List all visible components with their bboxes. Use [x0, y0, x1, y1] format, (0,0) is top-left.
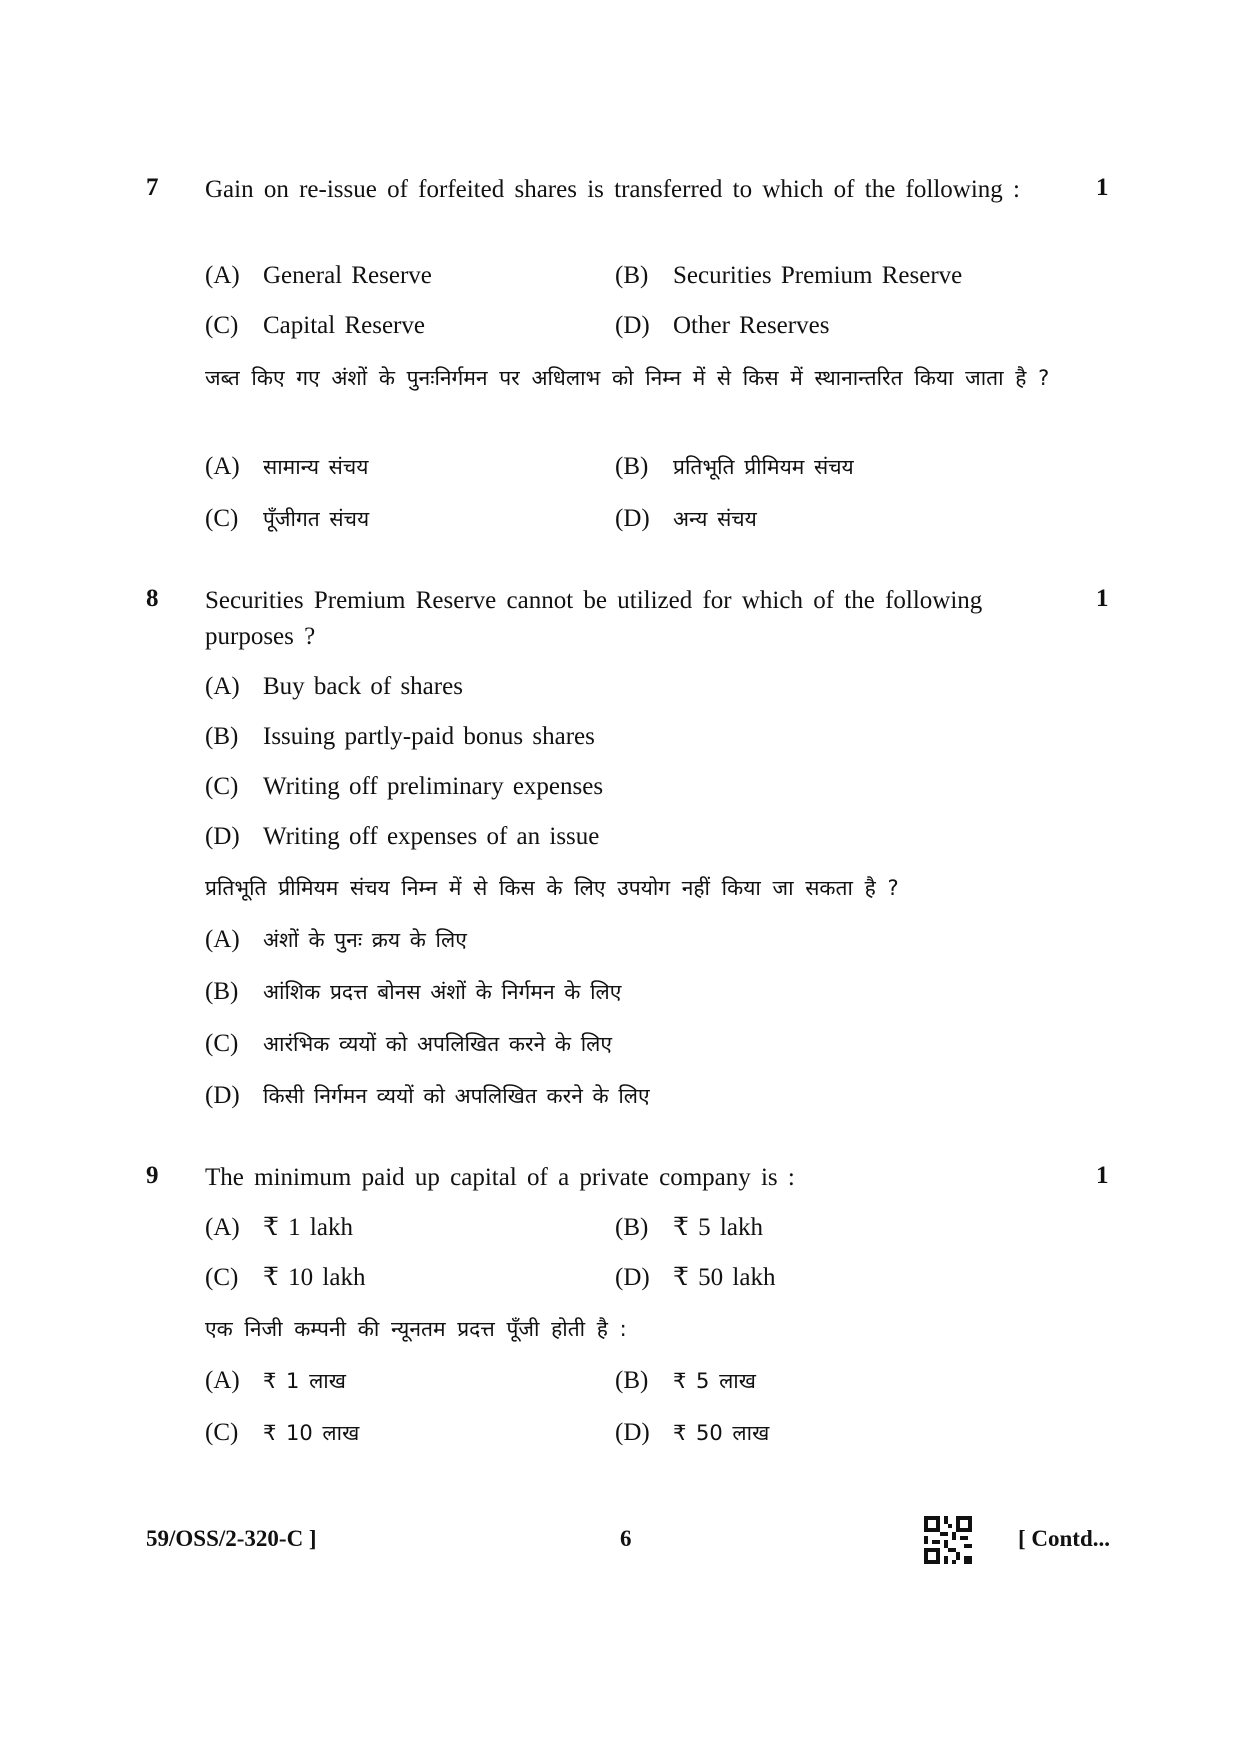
- option-label: (B): [205, 978, 239, 1005]
- option-b-hindi: [205, 974, 621, 1010]
- option-label: (A): [205, 926, 240, 953]
- option-text: Other Reserves: [673, 312, 830, 339]
- option-text: अन्य संचय: [673, 507, 757, 531]
- question-marks: 1: [1096, 174, 1109, 201]
- option-text: Securities Premium Reserve: [673, 262, 963, 289]
- option-c-english: [205, 308, 425, 344]
- option-label: (A): [205, 673, 240, 700]
- option-text: ₹ 1 लाख: [263, 1369, 346, 1393]
- option-text: ₹ 5 लाख: [673, 1369, 756, 1393]
- question-stem-hindi: एक निजी कम्पनी की न्यूनतम प्रदत्त पूँजी होती है :: [205, 1317, 627, 1341]
- option-text: ₹ 10 लाख: [263, 1421, 360, 1445]
- option-label: (D): [205, 1082, 240, 1109]
- question-number: 8: [146, 585, 159, 612]
- question-stem-hindi: जब्त किए गए अंशों के पुनःनिर्गमन पर अधिलाभ को निम्न में से किस में स्थानान्तरित किया जाता है ?: [205, 366, 1050, 390]
- option-c-hindi: [205, 1026, 612, 1062]
- option-label: (C): [205, 505, 239, 532]
- option-label: (B): [615, 262, 649, 289]
- option-d-english: [205, 819, 599, 855]
- option-label: (C): [205, 773, 239, 800]
- question-stem-english: The minimum paid up capital of a private company is :: [205, 1164, 795, 1191]
- option-b-english: [615, 258, 962, 294]
- question-number: 9: [146, 1162, 159, 1189]
- option-a-hindi: [205, 449, 368, 485]
- question-stem-english: Gain on re-issue of forfeited shares is transferred to which of the following :: [205, 176, 1020, 203]
- option-text: किसी निर्गमन व्ययों को अपलिखित करने के लिए: [263, 1084, 650, 1108]
- option-a-english: [205, 669, 463, 705]
- page-number: 6: [620, 1526, 632, 1551]
- option-label: (B): [615, 453, 649, 480]
- option-label: (C): [205, 312, 239, 339]
- option-text: Writing off preliminary expenses: [263, 773, 604, 800]
- option-text: ₹ 5 lakh: [673, 1214, 763, 1241]
- option-a-english: [205, 258, 432, 294]
- option-d-hindi: [615, 1415, 769, 1451]
- option-b-english: [615, 1210, 763, 1246]
- option-b-hindi: [615, 449, 854, 485]
- option-label: (D): [615, 1264, 650, 1291]
- option-text: ₹ 50 लाख: [673, 1421, 770, 1445]
- option-a-hindi: [205, 922, 467, 958]
- question-number: 7: [146, 174, 159, 201]
- option-label: (B): [615, 1367, 649, 1394]
- question-stem-english: Securities Premium Reserve cannot be utilized for which of the following purposes ?: [205, 587, 983, 650]
- option-label: (B): [205, 723, 239, 750]
- option-label: (B): [615, 1214, 649, 1241]
- option-c-english: [205, 1260, 365, 1296]
- option-text: Capital Reserve: [263, 312, 425, 339]
- option-text: Buy back of shares: [263, 673, 463, 700]
- option-text: Issuing partly-paid bonus shares: [263, 723, 595, 750]
- option-text: आंशिक प्रदत्त बोनस अंशों के निर्गमन के लिए: [263, 980, 622, 1004]
- option-b-english: [205, 719, 595, 755]
- option-label: (A): [205, 453, 240, 480]
- option-text: पूँजीगत संचय: [263, 507, 370, 531]
- question-marks: 1: [1096, 585, 1109, 612]
- option-text: Writing off expenses of an issue: [263, 823, 600, 850]
- option-text: सामान्य संचय: [263, 455, 369, 479]
- option-label: (D): [615, 312, 650, 339]
- option-text: General Reserve: [263, 262, 432, 289]
- option-label: (A): [205, 1367, 240, 1394]
- qr-code-icon: [924, 1516, 972, 1564]
- option-label: (D): [205, 823, 240, 850]
- option-text: ₹ 50 lakh: [673, 1264, 776, 1291]
- option-c-hindi: [205, 501, 369, 537]
- option-b-hindi: [615, 1363, 756, 1399]
- paper-code: 59/OSS/2-320-C ]: [146, 1526, 317, 1551]
- option-d-hindi: [615, 501, 757, 537]
- option-a-english: [205, 1210, 353, 1246]
- option-d-english: [615, 1260, 775, 1296]
- option-label: (A): [205, 262, 240, 289]
- option-text: ₹ 1 lakh: [263, 1214, 353, 1241]
- option-label: (C): [205, 1419, 239, 1446]
- option-d-hindi: [205, 1078, 650, 1114]
- question-marks: 1: [1096, 1162, 1109, 1189]
- option-c-hindi: [205, 1415, 359, 1451]
- option-label: (A): [205, 1214, 240, 1241]
- option-label: (C): [205, 1264, 239, 1291]
- option-label: (D): [615, 505, 650, 532]
- option-c-english: [205, 769, 603, 805]
- continued-label: [ Contd...: [1018, 1526, 1111, 1551]
- option-a-hindi: [205, 1363, 346, 1399]
- option-label: (C): [205, 1030, 239, 1057]
- option-text: ₹ 10 lakh: [263, 1264, 366, 1291]
- option-label: (D): [615, 1419, 650, 1446]
- option-text: अंशों के पुनः क्रय के लिए: [263, 928, 467, 952]
- question-stem-hindi: प्रतिभूति प्रीमियम संचय निम्न में से किस के लिए उपयोग नहीं किया जा सकता है ?: [205, 876, 899, 900]
- option-text: आरंभिक व्ययों को अपलिखित करने के लिए: [263, 1032, 613, 1056]
- option-text: प्रतिभूति प्रीमियम संचय: [673, 455, 854, 479]
- option-d-english: [615, 308, 829, 344]
